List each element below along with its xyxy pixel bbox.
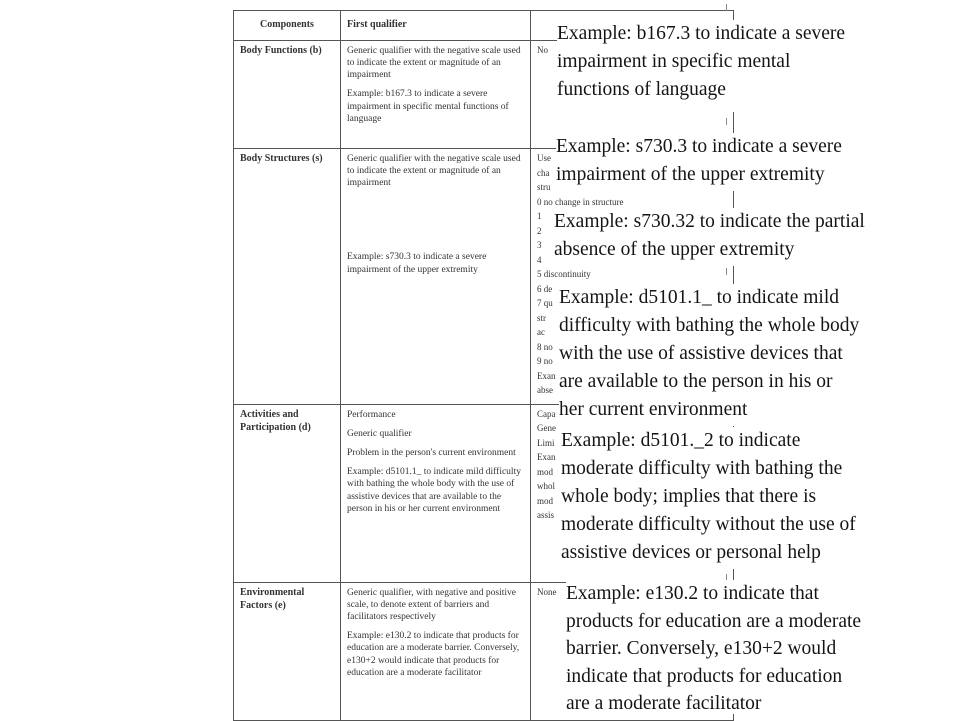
qualifier-fragment: 4 [537,254,542,265]
header-components: Components [234,11,341,41]
first-qualifier-cell [341,41,531,149]
callout-line: moderate difficulty without the use of [561,514,856,535]
qualifier-fragment: Limi [537,437,555,448]
qualifier-text: Generic qualifier with the negative scale used to indicate the extent or magnitude of an impairment [347,46,521,81]
callout-s730-3 [556,133,916,191]
callout-s730-32 [554,208,926,266]
qualifier-fragment: str [537,312,546,323]
callout-line: functions of language [557,79,726,100]
qualifier-text: Generic qualifier, with negative and positive scale, to denote extent of barriers and facilitators respectively [347,587,516,623]
margin-tick [726,4,727,11]
callout-line: impairment of the upper extremity [556,164,825,185]
qualifier-fragment: mod [537,466,554,477]
qualifier-fragment: 7 qu [537,298,553,309]
qualifier-fragment: Capa [537,408,556,419]
component-cell: Body Functions (b) [234,41,341,149]
callout-line: Example: b167.3 to indicate a severe [557,23,846,44]
qualifier-fragment: 5 discontinuity [537,269,591,280]
qualifier-fragment: 9 no [537,356,553,367]
callout-d5101-2 [561,427,923,569]
qualifier-fragment: Exan [537,370,556,381]
qualifier-fragment: Use [537,153,551,163]
qualifier-fragment: None [537,586,557,597]
margin-tick [726,118,727,125]
qualifier-fragment: assis [537,510,555,521]
qualifier-text: Problem in the person's current environment [347,448,516,459]
callout-line: Example: s730.32 to indicate the partial [554,211,865,232]
callout-line: whole body; implies that there is [561,486,817,507]
callout-line: her current environment [559,399,748,420]
header-first-qualifier: First qualifier [341,11,531,41]
callout-line: assistive devices or personal help [561,542,821,563]
qualifier-label: Performance [347,409,396,420]
callout-b167 [557,20,930,112]
callout-d5101-1 [559,284,921,426]
callout-line: are a moderate facilitator [566,693,762,714]
qualifier-example: Example: e130.2 to indicate that products for education are a moderate barrier. Conversely, e130+2 would indicate that products for education are a moderate facilitator [347,631,520,678]
callout-line: difficulty with bathing the whole body [559,315,860,336]
callout-line: barrier. Conversely, e130+2 would [566,638,837,659]
qualifier-fragment: cha [537,167,550,178]
margin-tick [726,268,727,275]
callout-line: with the use of assistive devices that [559,343,843,364]
component-cell: Activities and Participation (d) [234,404,341,582]
callout-line: indicate that products for education [566,665,843,687]
callout-line: Example: e130.2 to indicate that [566,583,819,604]
qualifier-fragment: 3 [537,240,542,251]
qualifier-fragment: stru [537,182,551,193]
first-qualifier-cell [341,582,531,720]
qualifier-text: Generic qualifier with the negative scale used to indicate the extent or magnitude of an impairment [347,154,521,189]
component-cell: Body Structures (s) [234,149,341,405]
qualifier-fragment: Exan [537,452,556,463]
qualifier-fragment: Gene [537,423,556,434]
component-cell: Environmental Factors (e) [234,582,341,720]
callout-line: absence of the upper extremity [554,239,795,260]
callout-line: products for education are a moderate [566,610,862,632]
qualifier-example: Example: b167.3 to indicate a severe impairment in specific mental functions of language [347,89,509,124]
qualifier-fragment: 2 [537,225,542,236]
first-qualifier-cell [341,404,531,582]
first-qualifier-cell [341,149,531,405]
qualifier-example: Example: s730.3 to indicate a severe impairment of the upper extremity [347,252,487,275]
qualifier-fragment: 1 [537,211,542,222]
qualifier-label: Generic qualifier [347,428,412,439]
qualifier-fragment: 6 de [537,283,553,294]
qualifier-example: Example: d5101.1_ to indicate mild difficulty with bathing the whole body with the use of assistive devices that are available to the person in his or her current environment [347,467,521,514]
callout-line: Example: s730.3 to indicate a severe [556,136,842,157]
callout-e130 [566,580,908,714]
qualifier-fragment: mod [537,495,554,506]
qualifier-fragment: ac [537,327,545,338]
qualifier-fragment: No [537,45,548,55]
callout-line: impairment in specific mental [557,51,791,72]
callout-line: moderate difficulty with bathing the [561,458,843,479]
qualifier-fragment: abse [537,385,553,396]
qualifier-fragment: 0 no change in structure [537,196,624,207]
qualifier-fragment: 8 no [537,341,553,352]
callout-line: Example: d5101.1_ to indicate mild [559,287,839,308]
qualifier-fragment: whol [537,481,555,492]
callout-line: Example: d5101._2 to indicate [561,430,801,451]
callout-line: are available to the person in his or [559,371,833,392]
